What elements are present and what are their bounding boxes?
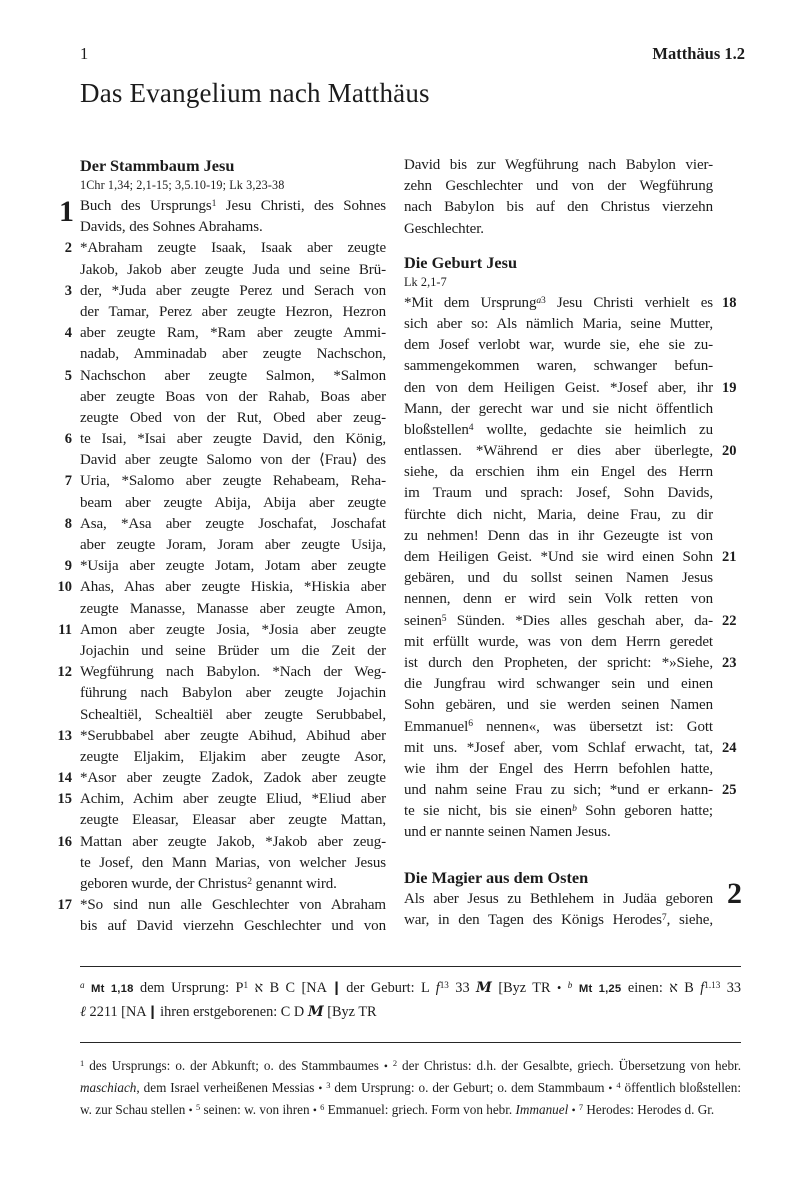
text-line	[404, 526, 713, 547]
verse-text: Mattan aber zeugte Jakob, *Jakob aber zeug-	[80, 833, 386, 850]
running-title: Matthäus 1.2	[652, 44, 745, 63]
text-line	[64, 323, 386, 344]
verse-text: Asa, *Asa aber zeugte Joschafat, Joschafat	[80, 515, 386, 532]
critical-apparatus	[80, 977, 741, 1023]
text-line	[404, 356, 713, 377]
text-line	[64, 366, 386, 387]
verse-text: Sohn gebären, und sie werden seinen Namen	[404, 697, 713, 714]
verse-text: zehn Geschlechter und von der Wegführung	[404, 178, 713, 195]
verse-text: David bis zur Wegführung nach Babylon vier-	[404, 157, 713, 173]
verse-text: beam aber zeugte Abija, Abija aber zeugte	[80, 494, 386, 511]
text-line	[57, 768, 386, 789]
text-line	[404, 335, 713, 356]
verse-text: dem Josef verlobt war, wurde sie, ehe sie zu-	[404, 337, 713, 354]
verse-text: *Abraham zeugte Isaak, Isaak aber zeugte	[80, 240, 386, 257]
verse-text: *Asor aber zeugte Zadok, Zadok aber zeugte	[80, 770, 386, 787]
text-line	[404, 780, 737, 801]
text-line	[80, 302, 386, 323]
chapter-numeral-1: 1	[59, 195, 74, 228]
verse-text: sammengekommen waren, schwanger befun-	[404, 358, 713, 375]
verse-number: 10	[57, 579, 72, 596]
verse-text: Schealtiël, Schealtiël aber zeugte Serubbabel,	[80, 706, 386, 723]
translation-footnotes: $^1$ des Ursprungs: o. der Abkunft; o. des Stammbaumes • $^2$ der Christus: d.h. der Gesalbte, griech. Übersetzung von hebr. maschiach, dem Israel verheißenen Messias • $^3$ dem Ursprung: o. der Geburt; o. dem Stammbaum • $^4$ öffentlich bloßstellen: w. zur Schau stellen • $^5$ seinen: w. von ihren • $^6$ Emmanuel: griech. Form von hebr. Immanuel • $^7$ Herodes: Herodes d. Gr.	[80, 1058, 742, 1117]
text-line	[404, 441, 737, 462]
apparatus-line: $^a$ Mt 1,18 dem Ursprung: $P^1$ א B C [NA | der Geburt: L $f^{13}$ 33 M [Byz TR • $^b$ Mt 1,25 einen: א B $f^{1.13}$ 33	[80, 980, 742, 996]
text-line	[404, 611, 737, 632]
apparatus-top-rule	[80, 966, 741, 967]
text-line	[57, 789, 386, 810]
text-line	[404, 483, 713, 504]
verse-text: Geschlechter.	[404, 220, 484, 237]
verse-text: Als aber Jesus zu Bethlehem in Judäa geboren	[404, 890, 713, 907]
text-line	[80, 535, 386, 556]
verse-text: im Traum und sprach: Josef, Sohn Davids,	[404, 485, 713, 502]
text-line	[80, 599, 386, 620]
verse-text: Achim, Achim aber zeugte Eliud, *Eliud aber	[80, 791, 386, 808]
left-column	[57, 155, 386, 938]
text-line	[58, 620, 386, 641]
verse-number: 3	[64, 282, 72, 299]
verse-text: mit uns. *Josef aber, vom Schlaf erwacht, tat,	[404, 739, 713, 756]
verse-text: Jojachin und seine Brüder um die Zeit der	[80, 642, 386, 659]
text-line	[404, 155, 713, 176]
text-line	[404, 219, 713, 240]
text-line	[404, 653, 737, 674]
text-line	[80, 196, 386, 217]
right-column	[404, 155, 742, 938]
verse-text: fürchte dich nicht, Maria, deine Frau, zu dir	[404, 506, 713, 523]
verse-text: wie ihm der Engel des Herrn befohlen hatte,	[404, 760, 713, 777]
verse-text: Emmanuel$^6$ nennen«, was übersetzt ist: Gott	[404, 718, 713, 735]
verse-text: bloßstellen$^4$ wollte, gedachte sie heimlich zu	[404, 421, 713, 438]
text-line	[404, 197, 713, 218]
parallel-references: 1Chr 1,34; 2,1-15; 3,5.10-19; Lk 3,23-38	[80, 178, 285, 192]
text-line	[80, 747, 386, 768]
text-line	[64, 556, 386, 577]
section-heading-magier: Die Magier aus dem Osten	[404, 867, 589, 887]
verse-text: aber zeugte Ram, *Ram aber zeugte Ammi-	[80, 325, 386, 342]
verse-text: nach Babylon bis auf den Christus vierzehn	[404, 199, 713, 216]
text-line	[404, 568, 713, 589]
verse-text: David aber zeugte Salomo von der ⟨Frau⟩ des	[80, 452, 386, 469]
verse-text: geboren wurde, der Christus$^2$ genannt wird.	[80, 875, 337, 892]
verse-number: 8	[64, 515, 72, 532]
footnotes-top-rule	[80, 1042, 741, 1043]
text-line	[404, 378, 737, 399]
verse-text: die Jungfrau wird schwanger sein und einen	[404, 676, 713, 693]
text-line	[404, 314, 713, 335]
verse-number: 6	[64, 431, 72, 448]
text-columns	[57, 155, 742, 938]
verse-text: Ahas, Ahas aber zeugte Hiskia, *Hiskia aber	[80, 579, 386, 596]
verse-text: nadab, Amminadab aber zeugte Nachschon,	[80, 346, 386, 363]
section-heading-geburt: Die Geburt Jesu	[404, 252, 518, 272]
verse-text: Buch des Ursprungs$^1$ Jesu Christi, des Sohnes	[80, 197, 386, 214]
text-line	[404, 738, 737, 759]
text-line	[404, 717, 713, 738]
verse-number: 5	[64, 367, 72, 384]
verse-text: führung nach Babylon aber zeugte Jojachin	[80, 685, 386, 702]
verse-text: aber zeugte Boas von der Rahab, Boas aber	[80, 388, 386, 405]
verse-number: 11	[58, 621, 72, 638]
verse-lines-stammbaum	[57, 195, 386, 938]
verse-text: bis auf David vierzehn Geschlechter und von	[80, 918, 386, 935]
apparatus-line: ℓ 2211 [NA | ihren erstgeborenen: C D M [Byz TR	[80, 1003, 377, 1020]
verse-text: Wegführung nach Babylon. *Nach der Weg-	[80, 664, 386, 681]
verse-number: 16	[57, 833, 72, 850]
verse-number: 12	[57, 664, 72, 681]
verse-number: 2	[64, 240, 72, 257]
text-line	[404, 589, 713, 610]
text-line	[80, 683, 386, 704]
section-geburt	[404, 252, 737, 844]
text-line	[80, 810, 386, 831]
verse-text: zeugte Eljakim, Eljakim aber zeugte Asor,	[80, 748, 386, 765]
text-line	[80, 408, 386, 429]
text-line	[404, 176, 713, 197]
text-line	[404, 293, 737, 314]
text-line	[57, 577, 386, 598]
verse-text: te Josef, den Mann Marias, von welcher Jesus	[80, 854, 386, 871]
verse-lines-magier	[404, 889, 713, 931]
verse-number: 15	[57, 791, 72, 808]
text-line	[80, 260, 386, 281]
section-magier	[404, 867, 742, 931]
verse-text: den von dem Heiligen Geist. *Josef aber, ihr	[404, 379, 713, 396]
text-line	[80, 450, 386, 471]
text-line	[404, 759, 713, 780]
verse-text: entlassen. *Während er dies aber überlegte,	[404, 443, 713, 460]
text-line	[80, 705, 386, 726]
text-line	[64, 429, 386, 450]
verse-text: *Mit dem Ursprung$^{a3}$ Jesu Christi verhielt es	[404, 294, 713, 311]
verse-text: te sie nicht, bis sie einen$^b$ Sohn geboren hatte;	[404, 803, 713, 820]
verse-text: Amon aber zeugte Josia, *Josia aber zeugte	[80, 621, 386, 638]
text-line	[80, 641, 386, 662]
verse-text: gebären, und du sollst seinen Namen Jesus	[404, 570, 713, 587]
verse-text: nennen, denn er wird sein Volk retten von	[404, 591, 713, 608]
chapter-numeral-2: 2	[727, 876, 742, 910]
verse-text: zu nehmen! Denn das in ihr Gezeugte ist von	[404, 527, 713, 544]
verse-number: 23	[722, 654, 737, 671]
verse-text: te Isai, *Isai aber zeugte David, den König,	[80, 431, 386, 448]
parallel-references-geburt: Lk 2,1-7	[404, 274, 447, 289]
text-line	[404, 420, 713, 441]
verse-number: 19	[722, 379, 737, 396]
text-line	[80, 874, 386, 895]
text-line	[64, 281, 386, 302]
verse-text: zeugte Manasse, Manasse aber zeugte Amon,	[80, 600, 386, 617]
text-line	[404, 505, 713, 526]
text-line	[404, 547, 737, 568]
verse-text: der, *Juda aber zeugte Perez und Serach von	[80, 282, 386, 299]
verse-text: Uria, *Salomo aber zeugte Rehabeam, Reha-	[80, 473, 386, 490]
verse-text: seinen$^5$ Sünden. *Dies alles geschah aber, da-	[404, 612, 713, 629]
verse-text: zeugte Obed von der Rut, Obed aber zeug-	[80, 409, 386, 426]
text-line	[404, 822, 713, 843]
verse-text: Davids, des Sohnes Abrahams.	[80, 219, 263, 236]
verse-number: 25	[722, 782, 737, 799]
verse-text: Nachschon aber zeugte Salmon, *Salmon	[80, 367, 386, 384]
section-heading-stammbaum: Der Stammbaum Jesu	[80, 156, 235, 175]
verse-text: siehe, da erschien ihm ein Engel des Herrn	[404, 464, 713, 481]
verse-number: 9	[64, 558, 72, 575]
verse-text: zeugte Eleasar, Eleasar aber zeugte Mattan,	[80, 812, 386, 829]
running-head	[80, 44, 745, 64]
text-line	[80, 493, 386, 514]
text-line	[80, 344, 386, 365]
text-line	[404, 695, 713, 716]
verse-text: aber zeugte Joram, Joram aber zeugte Usija,	[80, 537, 386, 553]
verse-text: war, in den Tagen des Königs Herodes$^7$, siehe,	[404, 911, 713, 928]
verse-text: *Serubbabel aber zeugte Abihud, Abihud aber	[80, 727, 386, 744]
page-number: 1	[80, 44, 89, 63]
verse-number: 24	[722, 739, 737, 756]
verse-number: 20	[722, 443, 737, 460]
text-line	[404, 889, 713, 910]
verse-text: der Tamar, Perez aber zeugte Hezron, Hezron	[80, 303, 386, 320]
verse-text: sich aber so: Als nämlich Maria, seine Mutter,	[404, 315, 713, 332]
text-line	[57, 726, 386, 747]
verse-lines-geburt	[404, 293, 737, 844]
verse-number: 14	[57, 770, 72, 787]
verse-number: 13	[57, 727, 72, 744]
verse-number: 4	[64, 325, 72, 342]
text-line	[404, 399, 713, 420]
text-line	[80, 916, 386, 937]
verse-text: und nahm seine Frau zu sich; *und er erkann-	[404, 782, 713, 799]
text-line	[64, 514, 386, 535]
text-line	[404, 910, 713, 931]
text-line	[404, 462, 713, 483]
text-line	[64, 471, 386, 492]
verse-text: mit erfüllt wurde, was von dem Herrn geredet	[404, 633, 713, 650]
verse-text: Mann, der gerecht war und sie nicht öffentlich	[404, 400, 713, 417]
text-line	[80, 853, 386, 874]
verse-lines-continuation	[404, 155, 713, 240]
text-line	[404, 632, 713, 653]
verse-text: und er nannte seinen Namen Jesus.	[404, 824, 611, 841]
verse-number: 7	[64, 473, 72, 490]
text-line	[57, 895, 386, 916]
verse-text: dem Heiligen Geist. *Und sie wird einen Sohn	[404, 549, 713, 565]
verse-text: ist durch den Propheten, der spricht: *»Siehe,	[404, 654, 713, 671]
verse-text: *So sind nun alle Geschlechter von Abraham	[80, 897, 386, 914]
book-title: Das Evangelium nach Matthäus	[80, 78, 430, 108]
verse-number: 17	[57, 897, 72, 914]
verse-number: 22	[722, 612, 737, 629]
text-line	[404, 674, 713, 695]
text-line	[80, 387, 386, 408]
verse-number: 21	[722, 549, 737, 565]
verse-text: *Usija aber zeugte Jotam, Jotam aber zeugte	[80, 558, 386, 575]
text-line	[80, 217, 386, 238]
verse-text: Jakob, Jakob aber zeugte Juda und seine Brü-	[80, 261, 386, 278]
text-line	[404, 801, 713, 822]
text-line	[57, 832, 386, 853]
text-line	[64, 238, 386, 259]
text-line	[57, 662, 386, 683]
verse-number: 18	[722, 294, 737, 311]
